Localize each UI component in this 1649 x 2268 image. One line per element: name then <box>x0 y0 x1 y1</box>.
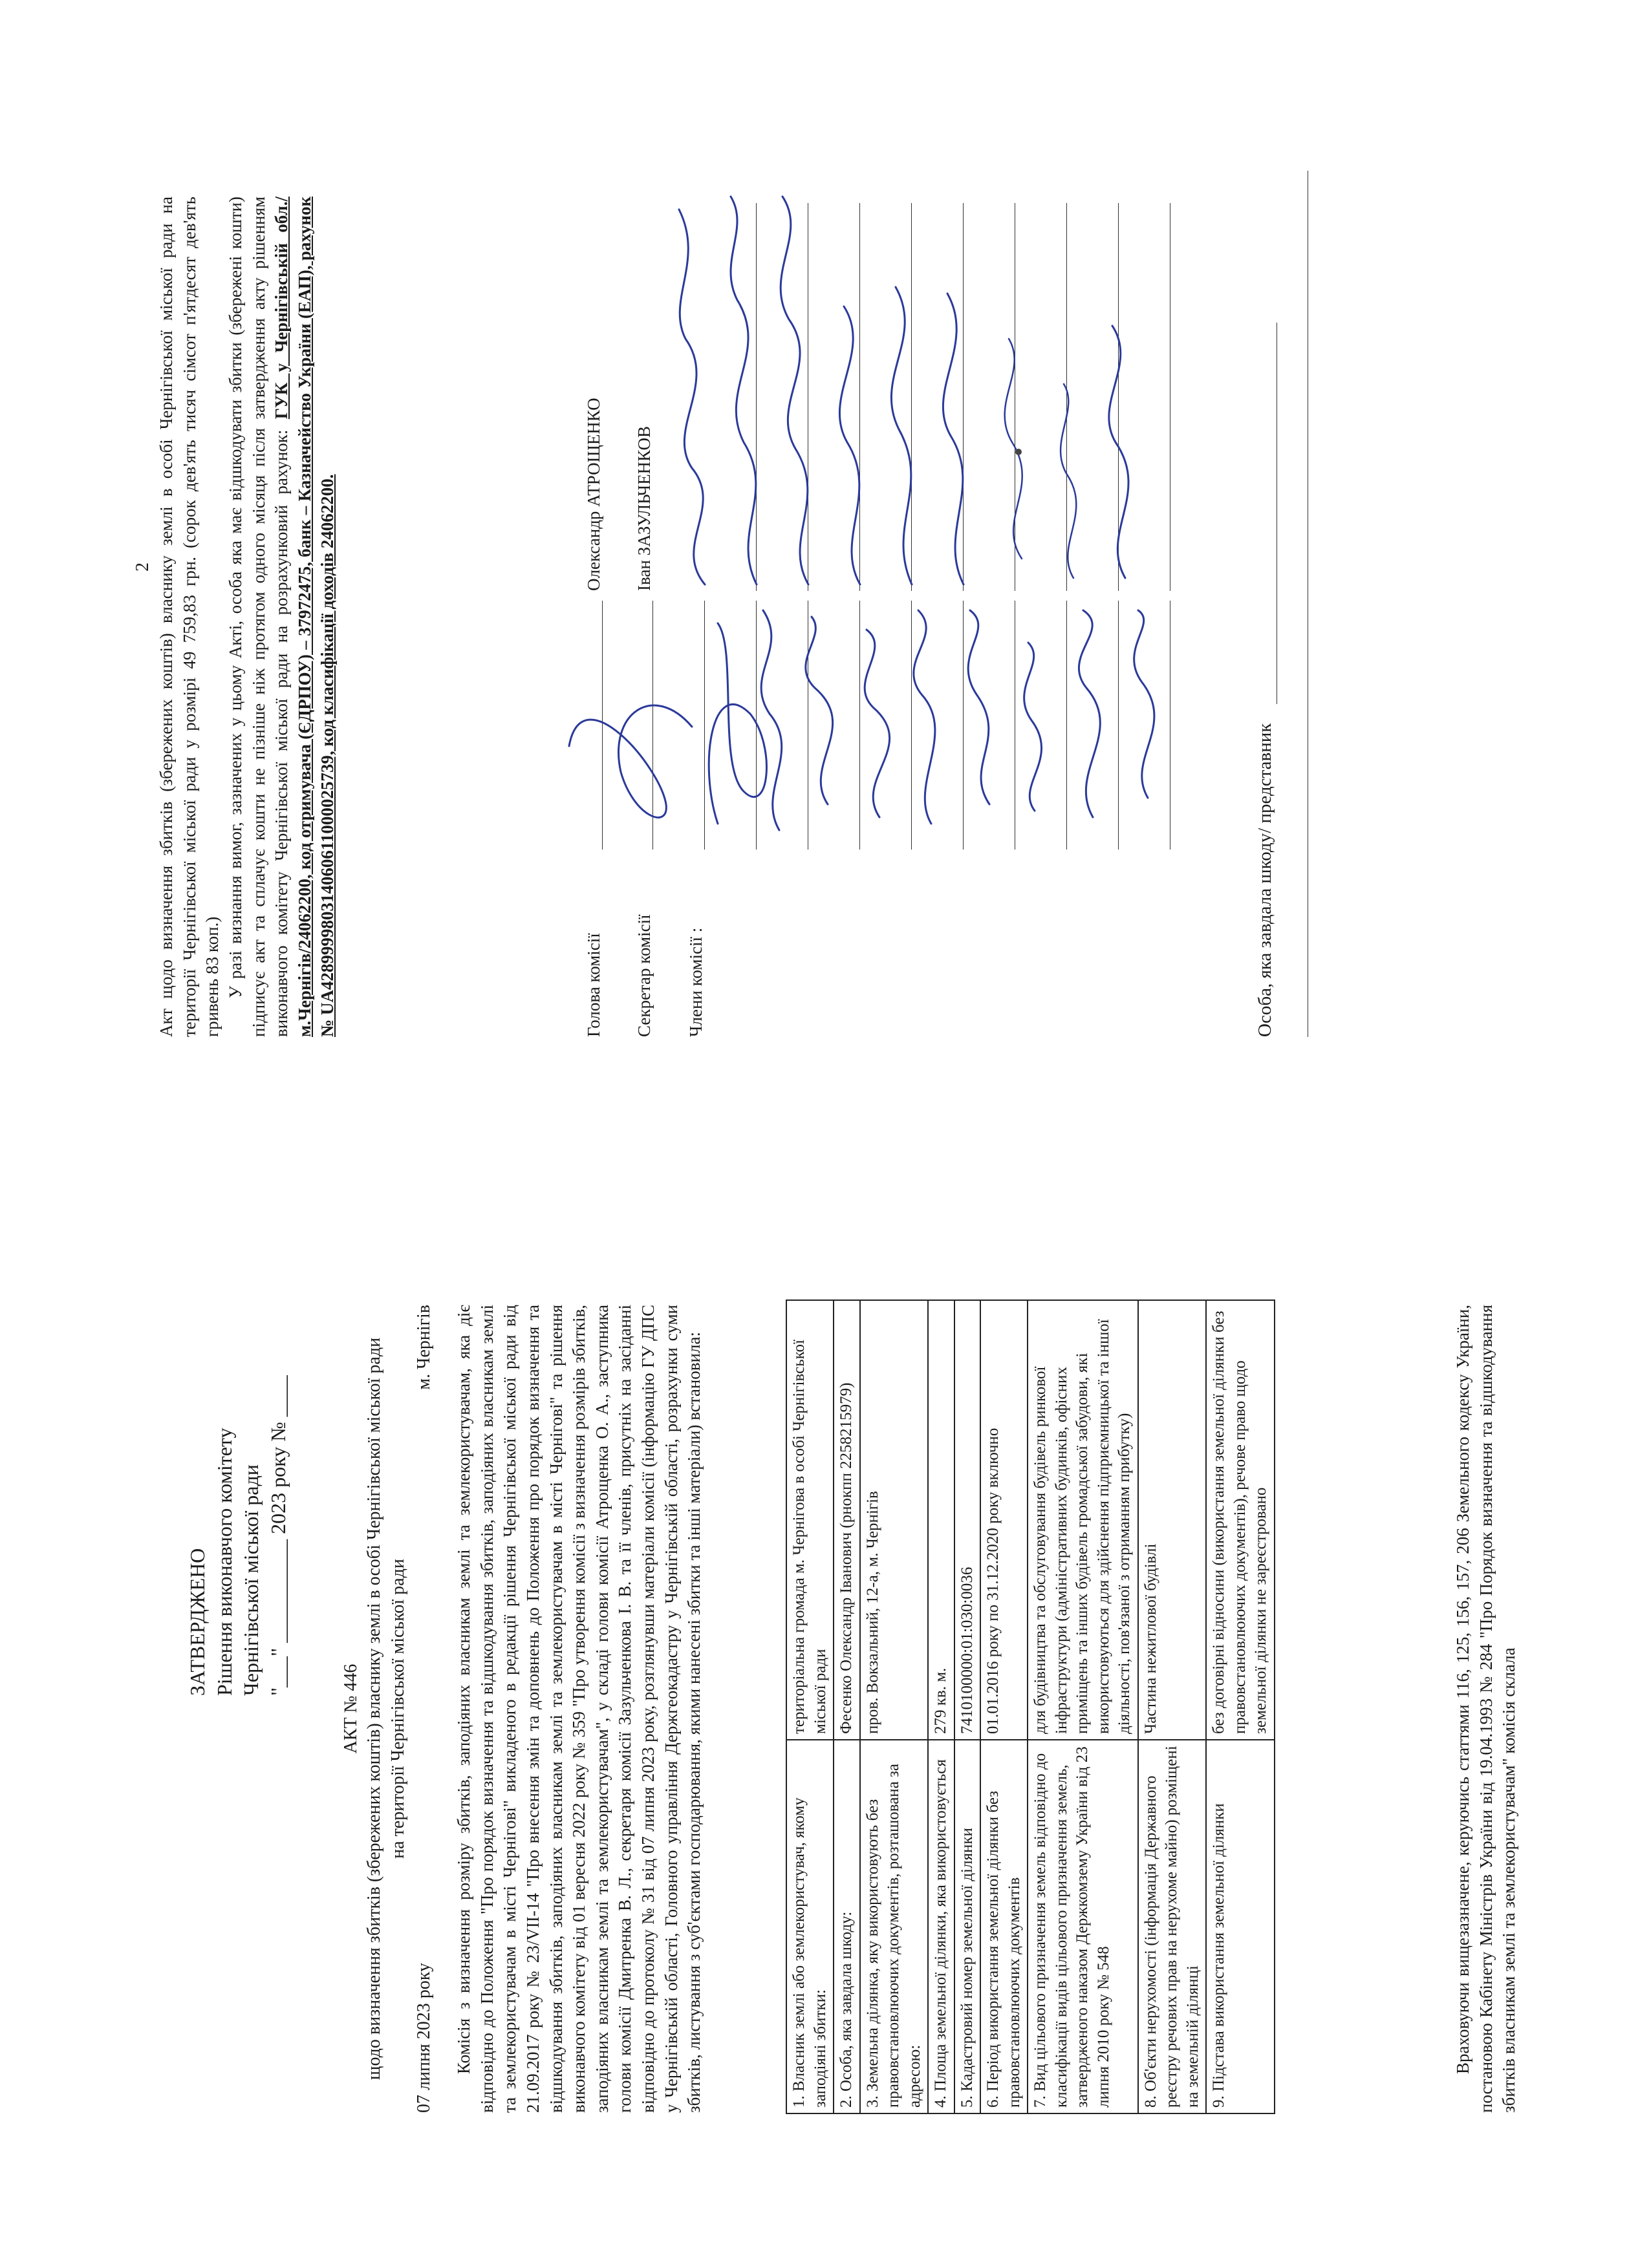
row-value: для будівництва та обслуговування будівель ринкової інфраструктури (адміністративних будинків, офісних приміщень та інших будівель громадської забудови, які використовуються для здійснення підприємницької та іншої діяльності, пов'язаної з отриманням прибутку) <box>1028 1300 1138 1740</box>
obligation-text: У разі визнання вимог, зазначених у цьому Акті, особа яка має відшкодувати збитки (збережені кошти) підписує акт та сплачує кошти не пізніше ніж протягом одного місяця після затвердження акту рішенням виконавчого комітету Чернігівської міської ради на розрахунковий рахунок: <box>225 197 292 1037</box>
row-label: 4. Площа земельної ділянки, яка використовується <box>928 1740 954 2113</box>
damages-paragraph: Акт щодо визначення збитків (збережених коштів) власнику землі в особі Чернігівської міської ради на території Чернігівської міської ради у розмірі 49 759,83 грн. (сорок дев'ять тисяч сімсот п'ятдесят дев'ять гривень 83 коп.) <box>156 197 222 1037</box>
claims-table <box>786 1300 1275 2114</box>
act-subtitle: щодо визначення збитків (збережених коштів) власнику землі в особі Чернігівської міської ради на території Чернігівської міської ради <box>364 1337 408 2081</box>
damages-block <box>155 197 339 1037</box>
row-label: 2. Особа, яка завдала шкоду: <box>834 1740 860 2113</box>
act-title: АКТ № 446 <box>341 1664 361 1754</box>
act-page-1 <box>0 1134 1649 2268</box>
obligation-paragraph <box>224 197 339 1037</box>
row-value: 01.01.2016 року по 31.12.2020 року включно <box>980 1300 1028 1740</box>
claims-table-body <box>786 1300 1275 2113</box>
row-value: територіальна громада м. Чернігова в особі Чернігівської міської ради <box>786 1300 834 1740</box>
signatures-left-column <box>556 597 1190 843</box>
table-row <box>1028 1300 1138 2113</box>
table-row <box>954 1300 981 2113</box>
members-label: Члени комісії : <box>686 927 706 1037</box>
basis-paragraph: Враховуючи вищезазначене, керуючись статтями 116, 125, 156, 157, 206 Земельного кодексу України, постановою Кабінету Міністрів України від 19.04.1993 № 284 "Про Порядок визначення та відшкодування збитків власникам землі та землекористувачам" комісія склала <box>1453 1305 1519 2113</box>
act-heading <box>339 1331 410 2087</box>
row-label: 5. Кадастровий номер земельної ділянки <box>954 1740 981 2113</box>
secretary-name: Іван ЗАЗУЛЬЧЕНКОВ <box>634 425 654 591</box>
culprit-label: Особа, яка завдала шкоду/ представник <box>1255 723 1275 1037</box>
head-name: Олександр АТРОЩЕНКО <box>584 398 603 591</box>
approval-date-line: "___" __________ 2023 року № ____ <box>266 1375 290 1696</box>
approval-council: Чернігівської міської ради <box>239 1464 263 1696</box>
table-row <box>860 1300 929 2113</box>
head-label: Голова комісії <box>584 933 603 1037</box>
act-date: 07 липня 2023 року <box>414 1962 434 2113</box>
row-label: 9. Підстава використання земельної ділянки <box>1206 1740 1275 2113</box>
row-label: 7. Вид цільового призначення земель відповідно до класифікації видів цільового призначення земель, затвердженого наказом Держкомзему України від 23 липня 2010 року № 548 <box>1028 1740 1138 2113</box>
table-row <box>1138 1300 1207 2113</box>
row-value: 7410100000:01:030:0036 <box>954 1300 981 1740</box>
approval-block <box>184 1289 292 1696</box>
payment-details: ГУК у Чернігівській обл./м.Чернігів/24062200, код отримувача (ЄДРПОУ) – 37972475, банк – Казначейство України (ЕАП), рахунок № UA428999980314060611000025739, код класифікації доходів 24062200. <box>272 196 338 1037</box>
table-row <box>928 1300 954 2113</box>
intro-paragraph: Комісія з визначення розміру збитків, заподіяних власникам землі та землекористувачам, яка діє відповідно до Положення "Про порядок визначення та відшкодування збитків, заподіяних власникам землі та землекористувачам в місті Чернігові" викладеного в редакції рішення Чернігівської міської ради від 21.09.2017 року № 23/VII-14 "Про внесення змін та доповнень до Положення про порядок визначення та відшкодування збитків, заподіяних власникам землі та землекористувачам в місті Чернігові" та рішення виконавчого комітету від 01 вересня 2022 року № 359 "Про утворення комісії з визначення розмірів збитків, заподіяних власникам землі та землекористувачам", у складі голови комісії Атрощенка О. А., заступника голови комісії Дмитренка В. Л., секретаря комісії Зазульченкова І. В. та її членів, присутніх на засіданні відповідно до протоколу № 31 від 07 липня 2023 року, розглянувши матеріали комісії (інформацію ГУ ДПС у Чернігівській області, Головного управління Держгеокадастру у Чернігівській області, розрахунки суми збитків, листування з суб'єктами господарювання, якими нанесені збитки та інші матеріали) встановила: <box>454 1305 704 2113</box>
row-value: Фесенко Олександр Іванович (рнокпп 2258215979) <box>834 1300 860 1740</box>
approval-body: Рішення виконавчого комітету <box>212 1428 236 1696</box>
page-number: 2 <box>133 562 153 572</box>
table-row <box>980 1300 1028 2113</box>
table-row <box>834 1300 860 2113</box>
table-row <box>1206 1300 1275 2113</box>
secretary-label: Секретар комісії <box>634 914 654 1037</box>
row-label: 8. Об'єкти нерухомості (інформація Державного реєстру речових прав на нерухоме майно) розміщені на земельній ділянці <box>1138 1740 1207 2113</box>
culprit-signature-block <box>1255 171 1276 1037</box>
signatures-right-column <box>660 177 1177 597</box>
row-label: 1. Власник землі або землекористувач, якому заподіяні збитки: <box>786 1740 834 2113</box>
table-row <box>786 1300 834 2113</box>
date-place-line <box>414 1305 435 2113</box>
approval-label: ЗАТВЕРДЖЕНО <box>186 1548 209 1696</box>
row-label: 3. Земельна ділянка, яку використовують без правовстановлюючих документів, розташована за адресою: <box>860 1740 929 2113</box>
row-label: 6. Період використання земельної ділянки без правовстановлюючих документів <box>980 1740 1028 2113</box>
act-place: м. Чернігів <box>414 1305 434 1390</box>
row-value: 279 кв. м. <box>928 1300 954 1740</box>
row-value: пров. Вокзальний, 12-а, м. Чернігів <box>860 1300 929 1740</box>
row-value: без договірні відносини (використання земельної ділянки без правовстановлюючих документів), речове право щодо земельної ділянки не зареєстровано <box>1206 1300 1275 1740</box>
commission-signatures <box>582 177 1229 1037</box>
row-value: Частина нежитлової будівлі <box>1138 1300 1207 1740</box>
ink-dot <box>1015 449 1022 455</box>
